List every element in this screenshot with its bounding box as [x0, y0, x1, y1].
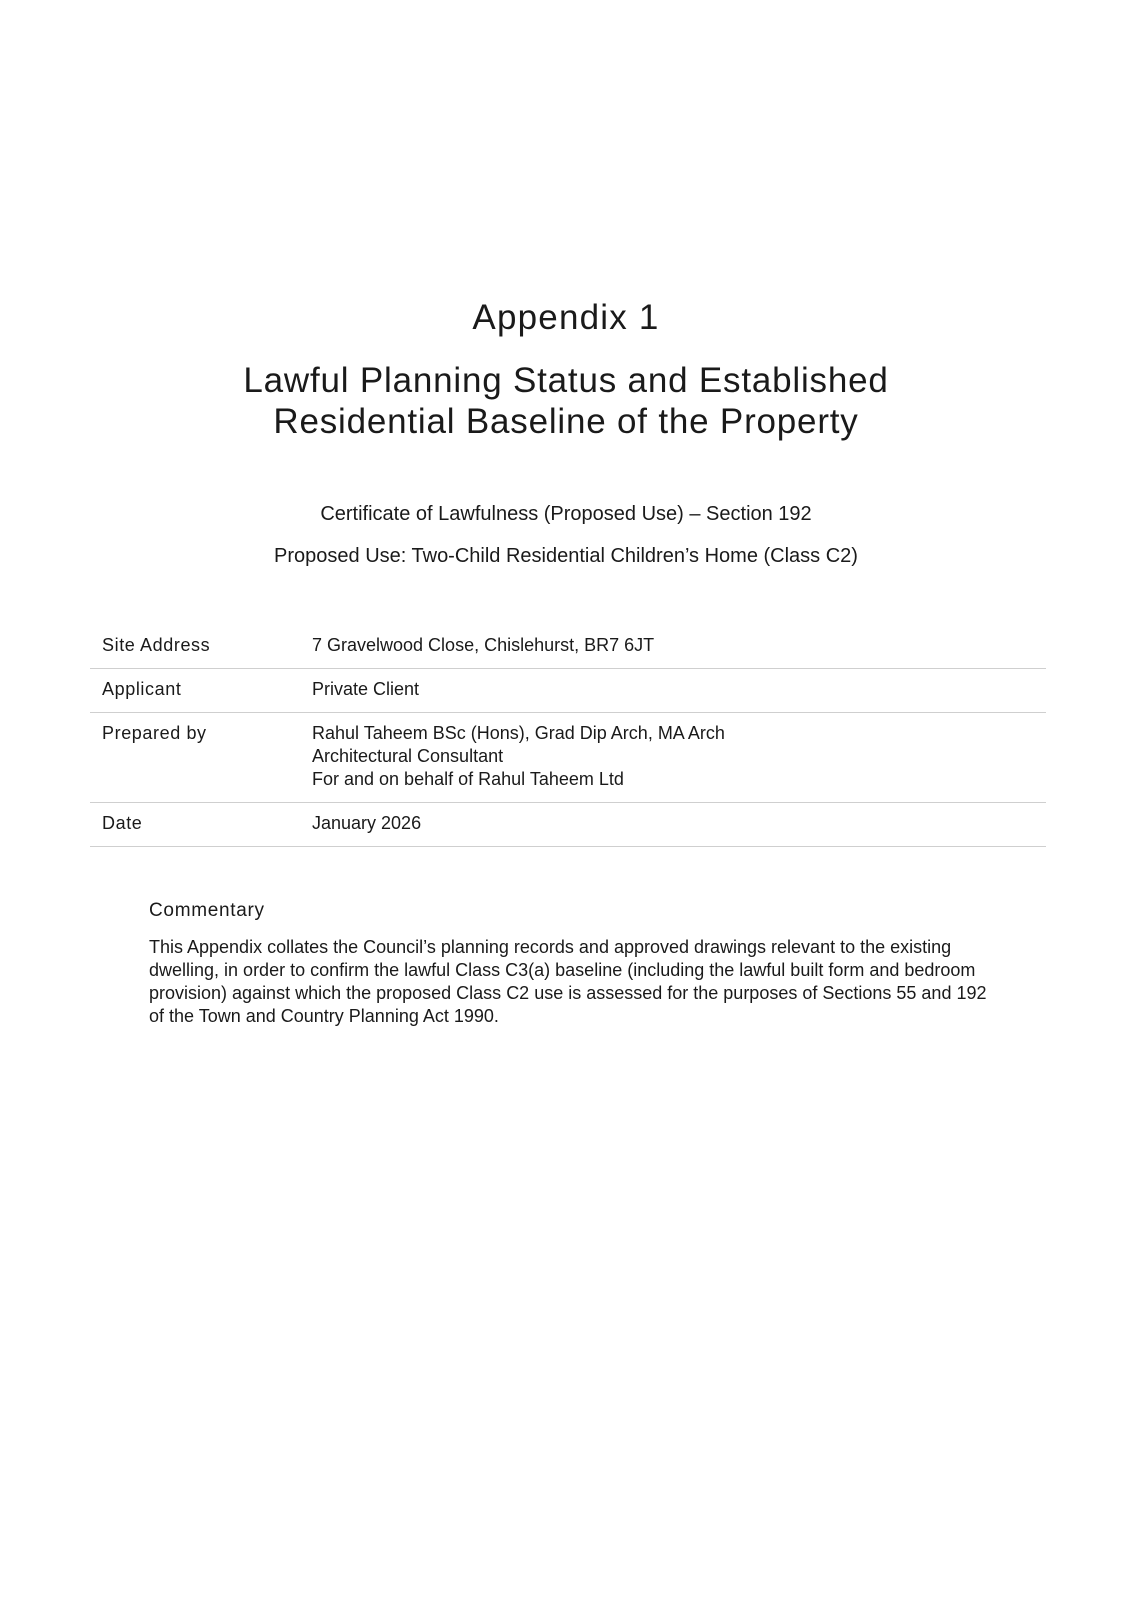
- row-label: Applicant: [102, 679, 182, 699]
- title-line: Lawful Planning Status and Established: [243, 361, 889, 400]
- table-row-date: [90, 803, 1046, 847]
- row-value: [312, 625, 1046, 669]
- row-label: Site Address: [102, 635, 211, 655]
- info-table: [90, 625, 1046, 847]
- commentary-body: This Appendix collates the Council’s planning records and approved drawings relevant to the existing dwelling, in order to confirm the lawful Class C3(a) baseline (including the lawful built form and bedroom provision) against which the proposed Class C2 use is assessed for the purposes of Sections 55 and 192 of the Town and Country Planning Act 1990.: [149, 937, 987, 1026]
- row-value: [312, 669, 1046, 713]
- commentary-heading: Commentary: [149, 900, 265, 921]
- value-line: For and on behalf of Rahul Taheem Ltd: [312, 769, 624, 789]
- certificate-subtitle: Certificate of Lawfulness (Proposed Use) – Section 192: [320, 503, 812, 525]
- table-row-applicant: [90, 669, 1046, 713]
- row-label: Prepared by: [102, 723, 207, 743]
- row-value: [312, 713, 1046, 803]
- row-label: Date: [102, 813, 143, 833]
- proposed-use-subtitle: Proposed Use: Two-Child Residential Children’s Home (Class C2): [274, 545, 858, 567]
- value-line: 7 Gravelwood Close, Chislehurst, BR7 6JT: [312, 635, 655, 655]
- value-line: Rahul Taheem BSc (Hons), Grad Dip Arch, MA Arch: [312, 723, 725, 743]
- row-value: [312, 803, 1046, 847]
- commentary-section: [149, 900, 999, 1028]
- table-row-site-address: [90, 625, 1046, 669]
- appendix-label: Appendix 1: [472, 298, 660, 337]
- value-line: Private Client: [312, 679, 420, 699]
- value-line: Architectural Consultant: [312, 746, 504, 766]
- table-row-prepared-by: [90, 713, 1046, 803]
- title-line: Residential Baseline of the Property: [273, 402, 859, 441]
- value-line: January 2026: [312, 813, 422, 833]
- page-title: [0, 360, 1132, 442]
